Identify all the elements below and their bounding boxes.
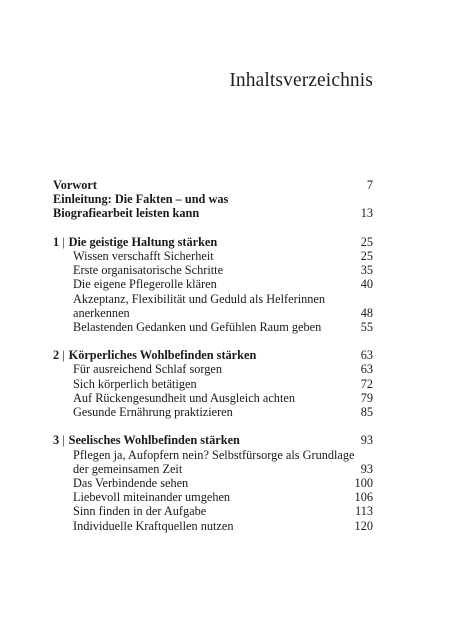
toc-entry-title: Wissen verschafft Sicherheit — [73, 248, 214, 263]
toc-entry-page: 25 — [360, 248, 373, 263]
toc-entry-title: der gemeinsamen Zeit — [73, 461, 183, 476]
toc-entry-title: Einleitung: Die Fakten – und was — [53, 192, 229, 207]
toc-entry-page: 13 — [360, 206, 373, 221]
toc-entry-title: Liebevoll miteinander umgehen — [73, 490, 231, 505]
toc-subentry — [53, 249, 373, 263]
toc-entry-title: Für ausreichend Schlaf sorgen — [73, 362, 223, 377]
chapter-separator: | — [62, 433, 65, 448]
toc-entry-title: Vorwort — [53, 178, 97, 192]
chapter-separator: | — [62, 234, 65, 249]
toc-subentry — [53, 476, 373, 490]
toc-subentry — [53, 306, 373, 320]
chapter-3-heading — [53, 433, 373, 447]
toc-subentry — [53, 405, 373, 419]
toc-subentry — [53, 277, 373, 291]
chapter-page: 63 — [360, 348, 373, 363]
chapter-2-heading — [53, 348, 373, 362]
toc-entry-title: Belastenden Gedanken und Gefühlen Raum geben — [73, 319, 322, 334]
chapter-page: 25 — [360, 234, 373, 249]
chapter-separator: | — [62, 348, 65, 363]
toc-subentry — [53, 292, 373, 306]
toc-entry-title: Die eigene Pflegerolle klären — [73, 277, 217, 292]
toc-entry-title: Biografiearbeit leisten kann — [53, 206, 200, 221]
toc-subentry — [53, 490, 373, 504]
toc-entry-page: 63 — [360, 362, 373, 377]
toc-entry-page: 85 — [360, 405, 373, 419]
toc-entry-title: Gesunde Ernährung praktizieren — [73, 405, 233, 419]
chapter-title: Körperliches Wohlbefinden stärken — [68, 348, 257, 363]
chapter-number: 2 — [53, 348, 60, 363]
toc-entry-title: Sich körperlich betätigen — [73, 376, 197, 391]
toc-entry-vorwort — [53, 178, 373, 192]
toc-entry-title: Erste organisatorische Schritte — [73, 263, 224, 278]
chapter-title: Die geistige Haltung stärken — [68, 234, 218, 249]
toc-subentry — [53, 504, 373, 518]
toc-entry-page: 93 — [360, 461, 373, 476]
spacer — [53, 419, 373, 433]
chapter-1-heading — [53, 235, 373, 249]
chapter-title: Seelisches Wohlbefinden stärken — [68, 433, 240, 448]
chapter-number: 1 — [53, 234, 60, 249]
toc-entry-title: Das Verbindende sehen — [73, 475, 189, 490]
toc-entry-page: 40 — [360, 277, 373, 292]
toc-subentry — [53, 519, 373, 533]
toc-entry-page: 120 — [354, 518, 373, 533]
page-title: Inhaltsverzeichnis — [229, 70, 373, 91]
toc-subentry — [53, 391, 373, 405]
toc-entry-page: 79 — [360, 390, 373, 405]
toc-subentry — [53, 320, 373, 334]
toc-entry-page: 113 — [355, 504, 373, 519]
toc-entry-title: Auf Rückengesundheit und Ausgleich achten — [73, 390, 295, 405]
chapter-number: 3 — [53, 433, 60, 448]
toc-entry-title: Akzeptanz, Flexibilität und Geduld als Helferinnen — [73, 291, 326, 306]
toc-entry-einleitung-line1 — [53, 192, 373, 206]
toc-subentry — [53, 448, 373, 462]
toc-entry-page: 48 — [360, 305, 373, 320]
table-of-contents — [53, 178, 373, 533]
toc-entry-page: 7 — [366, 178, 373, 192]
toc-entry-einleitung-line2 — [53, 206, 373, 220]
toc-subentry — [53, 462, 373, 476]
toc-subentry — [53, 362, 373, 376]
spacer — [53, 221, 373, 235]
chapter-page: 93 — [360, 433, 373, 448]
toc-entry-title: Sinn finden in der Aufgabe — [73, 504, 207, 519]
spacer — [53, 334, 373, 348]
toc-entry-page: 100 — [354, 475, 373, 490]
toc-subentry — [53, 263, 373, 277]
toc-subentry — [53, 377, 373, 391]
toc-entry-page: 106 — [354, 490, 373, 505]
toc-entry-title: Individuelle Kraftquellen nutzen — [73, 518, 234, 533]
toc-entry-page: 55 — [360, 319, 373, 334]
toc-entry-title: anerkennen — [73, 305, 130, 320]
toc-entry-page: 35 — [360, 263, 373, 278]
toc-entry-title: Pflegen ja, Aufopfern nein? Selbstfürsorge als Grundlage — [73, 447, 355, 462]
toc-entry-page: 72 — [360, 376, 373, 391]
